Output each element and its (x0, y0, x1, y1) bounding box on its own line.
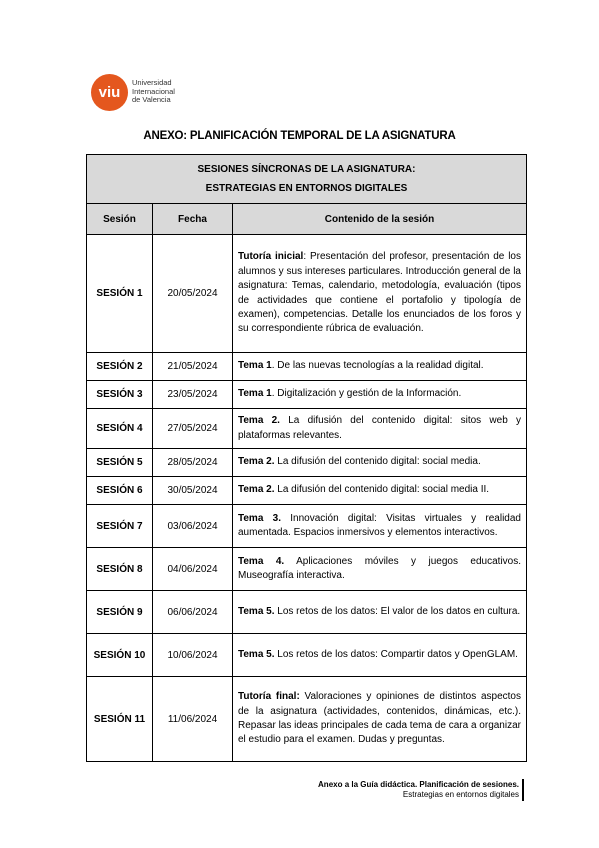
content-lead: Tutoría inicial (238, 251, 304, 263)
content-cell (233, 353, 527, 381)
date-cell: 28/05/2024 (153, 449, 233, 477)
table-body (87, 235, 527, 762)
content-cell (233, 548, 527, 591)
table-row (87, 477, 527, 505)
table-row (87, 353, 527, 381)
session-cell: SESIÓN 1 (87, 235, 153, 353)
content-lead: Tema 3. (238, 512, 281, 524)
table-row (87, 505, 527, 548)
date-cell: 20/05/2024 (153, 235, 233, 353)
schedule-table (86, 154, 527, 762)
content-text: Innovación digital: Visitas virtuales y realidad aumentada. Espacios inmersivos y elementos interactivos. (238, 512, 521, 538)
content-text: Aplicaciones móviles y juegos educativos. Museografía interactiva. (238, 555, 522, 581)
session-cell: SESIÓN 10 (87, 634, 153, 677)
table-title-line1: SESIONES SÍNCRONAS DE LA ASIGNATURA: (197, 164, 416, 175)
footer-line2: Estrategias en entornos digitales (402, 790, 519, 799)
footer-line1: Anexo a la Guía didáctica. Planificación de sesiones. (318, 780, 519, 789)
content-text: Los retos de los datos: El valor de los datos en cultura. (274, 605, 521, 617)
content-lead: Tema 4. (238, 555, 285, 567)
date-cell: 06/06/2024 (153, 591, 233, 634)
date-cell: 27/05/2024 (153, 409, 233, 449)
content-text: La difusión del contenido digital: sitos web y plataformas relevantes. (238, 415, 522, 441)
session-cell: SESIÓN 8 (87, 548, 153, 591)
content-lead: Tema 2. (238, 484, 275, 496)
table-title (87, 155, 527, 204)
footer-divider (522, 779, 524, 801)
content-cell (233, 381, 527, 409)
date-cell: 04/06/2024 (153, 548, 233, 591)
table-row (87, 381, 527, 409)
session-cell: SESIÓN 2 (87, 353, 153, 381)
logo-line: Universidad (132, 78, 172, 87)
content-lead: Tutoría final: (238, 691, 300, 703)
date-cell: 03/06/2024 (153, 505, 233, 548)
table-row (87, 548, 527, 591)
content-text: Valoraciones y opiniones de distintos aspectos de la asignatura (actividades, contenidos, dinámicas, etc.). Repasar las ideas principales de cada tema de cara a organizar el estudio para el examen. Dudas y preguntas. (238, 691, 521, 746)
content-cell (233, 505, 527, 548)
page-footer (318, 780, 519, 800)
session-cell: SESIÓN 7 (87, 505, 153, 548)
column-header-date: Fecha (153, 204, 233, 235)
content-lead: Tema 5. (238, 648, 275, 660)
content-cell (233, 591, 527, 634)
content-lead: Tema 1 (238, 388, 272, 400)
session-cell: SESIÓN 9 (87, 591, 153, 634)
table-row (87, 235, 527, 353)
session-cell: SESIÓN 3 (87, 381, 153, 409)
content-text: . Digitalización y gestión de la Información. (271, 388, 462, 400)
content-lead: Tema 1 (238, 360, 272, 372)
content-lead: Tema 2. (238, 415, 280, 427)
content-text: : Presentación del profesor, presentación de los alumnos y sus intereses particulares. Introducción general de la asignatura: Temas, calendario, metodología, evaluación (tipos de actividades que contiene el portafolio y tipología de examen), competencias. Detalle los enunciados de los foros y su correspondiente rúbrica de evaluación. (238, 251, 521, 335)
date-cell: 11/06/2024 (153, 677, 233, 762)
content-text: La difusión del contenido digital: social media. (274, 456, 481, 468)
content-text: La difusión del contenido digital: social media II. (274, 484, 490, 496)
table-row (87, 449, 527, 477)
session-cell: SESIÓN 4 (87, 409, 153, 449)
content-cell (233, 477, 527, 505)
content-cell (233, 449, 527, 477)
content-lead: Tema 5. (238, 605, 275, 617)
logo-line: de Valencia (132, 95, 171, 104)
session-cell: SESIÓN 5 (87, 449, 153, 477)
session-cell: SESIÓN 11 (87, 677, 153, 762)
table-title-line2: ESTRATEGIAS EN ENTORNOS DIGITALES (205, 183, 408, 194)
table-row (87, 591, 527, 634)
logo-text (132, 79, 175, 105)
table-row (87, 409, 527, 449)
content-lead: Tema 2. (238, 456, 275, 468)
table-row (87, 677, 527, 762)
table-row (87, 634, 527, 677)
university-logo (91, 74, 201, 114)
page-title: ANEXO: PLANIFICACIÓN TEMPORAL DE LA ASIGNATURA (143, 130, 456, 142)
session-cell: SESIÓN 6 (87, 477, 153, 505)
content-cell (233, 677, 527, 762)
logo-line: Internacional (132, 86, 175, 96)
content-cell (233, 409, 527, 449)
logo-mark: viu (91, 74, 128, 111)
date-cell: 21/05/2024 (153, 353, 233, 381)
date-cell: 30/05/2024 (153, 477, 233, 505)
date-cell: 23/05/2024 (153, 381, 233, 409)
content-text: . De las nuevas tecnologías a la realidad digital. (271, 360, 484, 372)
column-header-content: Contenido de la sesión (233, 204, 527, 235)
column-header-session: Sesión (87, 204, 153, 235)
date-cell: 10/06/2024 (153, 634, 233, 677)
content-cell (233, 634, 527, 677)
content-cell (233, 235, 527, 353)
content-text: Los retos de los datos: Compartir datos y OpenGLAM. (274, 648, 518, 660)
